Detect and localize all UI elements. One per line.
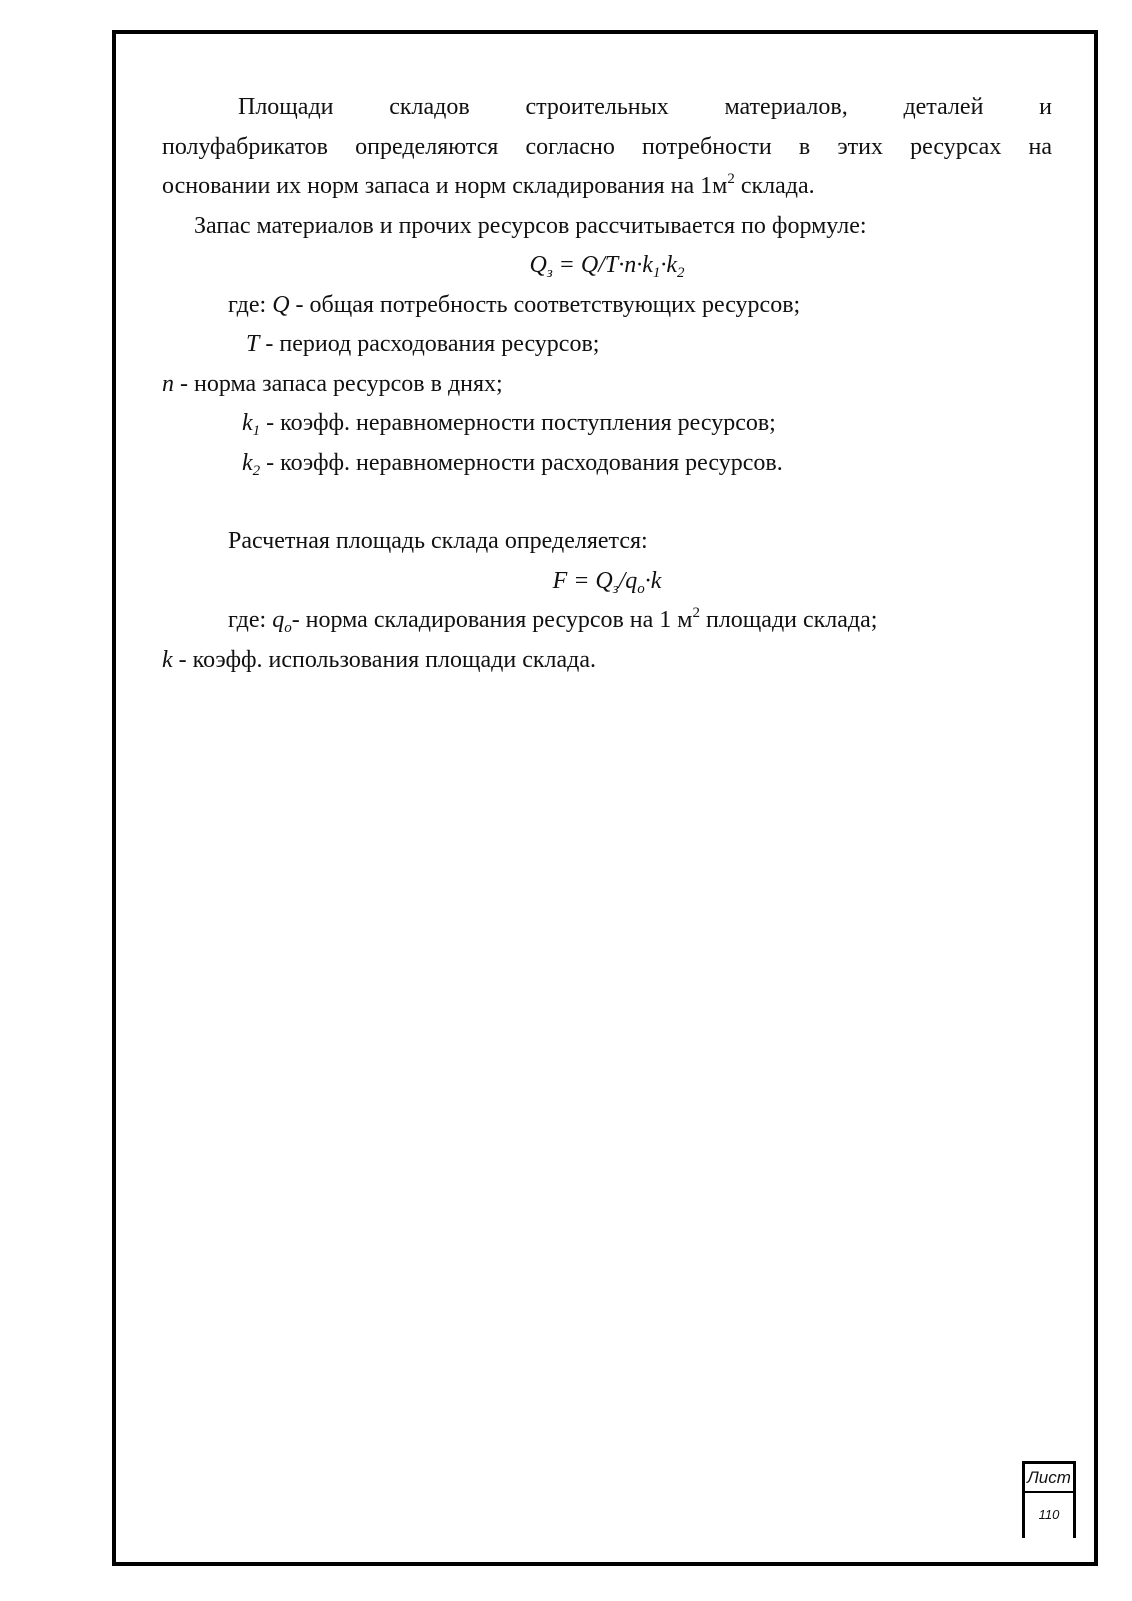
sheet-stamp (1022, 1461, 1076, 1538)
definition-qo: где: $q_o-$ норма складирования ресурсов на 1 $м^2$ площади склада; (228, 605, 878, 636)
paragraph-gap (162, 483, 1052, 522)
sheet-number: 110 (1038, 1507, 1060, 1522)
definition-n: n - норма запаса ресурсов в днях; (162, 370, 503, 397)
document-body (162, 88, 1052, 680)
definition-t: T - период расходования ресурсов; (246, 331, 600, 357)
paragraph-line-1: Площади складов строительных материалов, деталей и (238, 94, 1052, 120)
definition-k1: $k_1$ - коэфф. неравномерности поступления ресурсов; (242, 410, 776, 439)
formula-stock: $Q_з = Q/T\cdot n\cdot k_1\cdot k_2$ (529, 252, 685, 281)
definition-k2: $k_2$ - коэфф. неравномерности расходования ресурсов. (242, 449, 783, 479)
paragraph-line-2: полуфабрикатов определяются согласно потребности в этих ресурсах на (162, 133, 1052, 160)
paragraph-area: Расчетная площадь склада определяется: (228, 528, 648, 554)
sheet-label: Лист (1025, 1464, 1073, 1493)
paragraph-intro-formula: Запас материалов и прочих ресурсов рассчитывается по формуле: (194, 212, 867, 239)
definition-k: k - коэфф. использования площади склада. (162, 646, 596, 673)
formula-area: $F = Q_з/q_o\cdot k$ (552, 567, 662, 597)
paragraph-line-3: основании их норм запаса и норм складирования на $1м^2$ склада. (162, 171, 815, 199)
definition-q: где: Q - общая потребность соответствующих ресурсов; (228, 291, 801, 318)
